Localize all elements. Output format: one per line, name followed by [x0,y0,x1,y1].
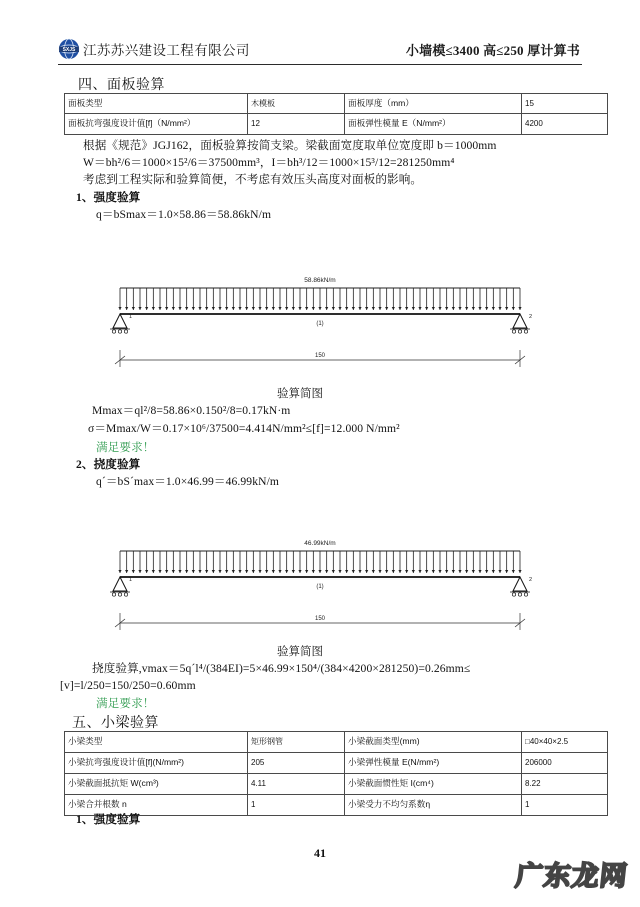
cell-value: 205 [248,753,345,774]
support-right-icon [510,577,532,596]
beam-diagram-1 [100,272,540,372]
header-company-block [58,38,250,60]
diagram-1-caption: 验算简图 [277,388,323,400]
svg-text:2: 2 [529,314,533,320]
svg-text:1: 1 [129,577,133,583]
svg-text:150: 150 [314,353,326,359]
section-heading-four: 四、面板验算 [78,78,165,93]
cell-label: 面板厚度（mm） [345,94,522,114]
deflection-formula-line-1: 挠度验算,vmax＝5q´l⁴/(384EI)=5×46.99×150⁴/(384×4200×281250)=0.26mm≤ [92,662,471,675]
svg-text:2: 2 [529,577,533,583]
table-row [65,753,608,774]
svg-text:(1): (1) [316,584,324,590]
panel-note-line-3: 考虑到工程实际和验算简便，不考虑有效压头高度对面板的影响。 [83,173,423,186]
page-header [58,34,582,64]
panel-note-line-1: 根据《规范》JGJ162，面板验算按简支梁。梁截面宽度取单位宽度即 b＝1000mm [83,139,497,152]
header-divider [58,64,582,65]
svg-text:1: 1 [129,314,133,320]
cell-label: 小梁截面抵抗矩 W(cm³) [65,774,248,795]
cell-label: 面板抗弯强度设计值[f]（N/mm²） [65,114,248,135]
cell-label: 小梁抗弯强度设计值[f](N/mm²) [65,753,248,774]
beam-strength-heading: 1、强度验算 [76,813,141,826]
svg-text:46.99kN/m: 46.99kN/m [304,540,336,547]
cell-value: 矩形钢管 [248,732,345,753]
support-left-icon [110,577,132,596]
deflection-result-badge: 满足要求！ [96,697,155,710]
section-heading-five: 五、小梁验算 [72,716,159,731]
cell-value: 12 [248,114,345,135]
cell-label: 面板类型 [65,94,248,114]
strength-result-badge: 满足要求！ [96,441,155,454]
svg-text:150: 150 [314,616,326,622]
support-left-icon [110,314,132,333]
cell-label: 小梁受力不均匀系数η [345,795,522,816]
cell-value: 木模板 [248,94,345,114]
cell-label: 面板弹性模量 E（N/mm²） [345,114,522,135]
svg-text:SXJS: SXJS [62,47,76,53]
cell-value: 1 [522,795,608,816]
company-logo-icon [58,38,80,60]
cell-label: 小梁合并根数 n [65,795,248,816]
cell-label: 小梁截面类型(mm) [345,732,522,753]
table-row [65,774,608,795]
watermark: 广东龙网 [514,861,630,891]
beam-parameters-table [64,731,608,816]
document-title: 小墙模≤3400 高≤250 厚计算书 [405,42,580,58]
cell-value: □40×40×2.5 [522,732,608,753]
cell-label: 小梁类型 [65,732,248,753]
svg-text:(1): (1) [316,321,324,327]
table-row [65,94,608,114]
company-name: 江苏苏兴建设工程有限公司 [83,43,250,58]
stress-formula: σ＝Mmax/W＝0.17×10⁶/37500=4.414N/mm²≤[f]=12.000 N/mm² [88,422,400,435]
cell-value: 206000 [522,753,608,774]
table-row [65,795,608,816]
cell-label: 小梁截面惯性矩 I(cm⁴) [345,774,522,795]
page-number: 41 [314,846,326,860]
cell-value: 1 [248,795,345,816]
cell-value: 8.22 [522,774,608,795]
strength-check-heading: 1、强度验算 [76,191,141,204]
panel-parameters-table [64,93,608,135]
deflection-formula-line-2: [v]=l/250=150/250=0.60mm [60,679,196,692]
deflection-load-formula: q´＝bS´max＝1.0×46.99＝46.99kN/m [96,475,280,488]
table-row [65,114,608,135]
cell-label: 小梁弹性模量 E(N/mm²) [345,753,522,774]
deflection-check-heading: 2、挠度验算 [76,458,141,471]
beam-diagram-2 [100,535,540,635]
cell-value: 15 [522,94,608,114]
support-right-icon [510,314,532,333]
strength-check-formula: q＝bSmax＝1.0×58.86＝58.86kN/m [96,208,272,221]
moment-formula: Mmax＝ql²/8=58.86×0.150²/8=0.17kN·m [92,404,291,417]
panel-note-line-2: W＝bh²/6＝1000×15²/6＝37500mm³，I＝bh³/12＝1000×15³/12=281250mm⁴ [83,156,455,169]
svg-text:58.86kN/m: 58.86kN/m [304,277,336,284]
diagram-2-caption: 验算简图 [277,646,323,658]
cell-value: 4200 [522,114,608,135]
cell-value: 4.11 [248,774,345,795]
table-row [65,732,608,753]
